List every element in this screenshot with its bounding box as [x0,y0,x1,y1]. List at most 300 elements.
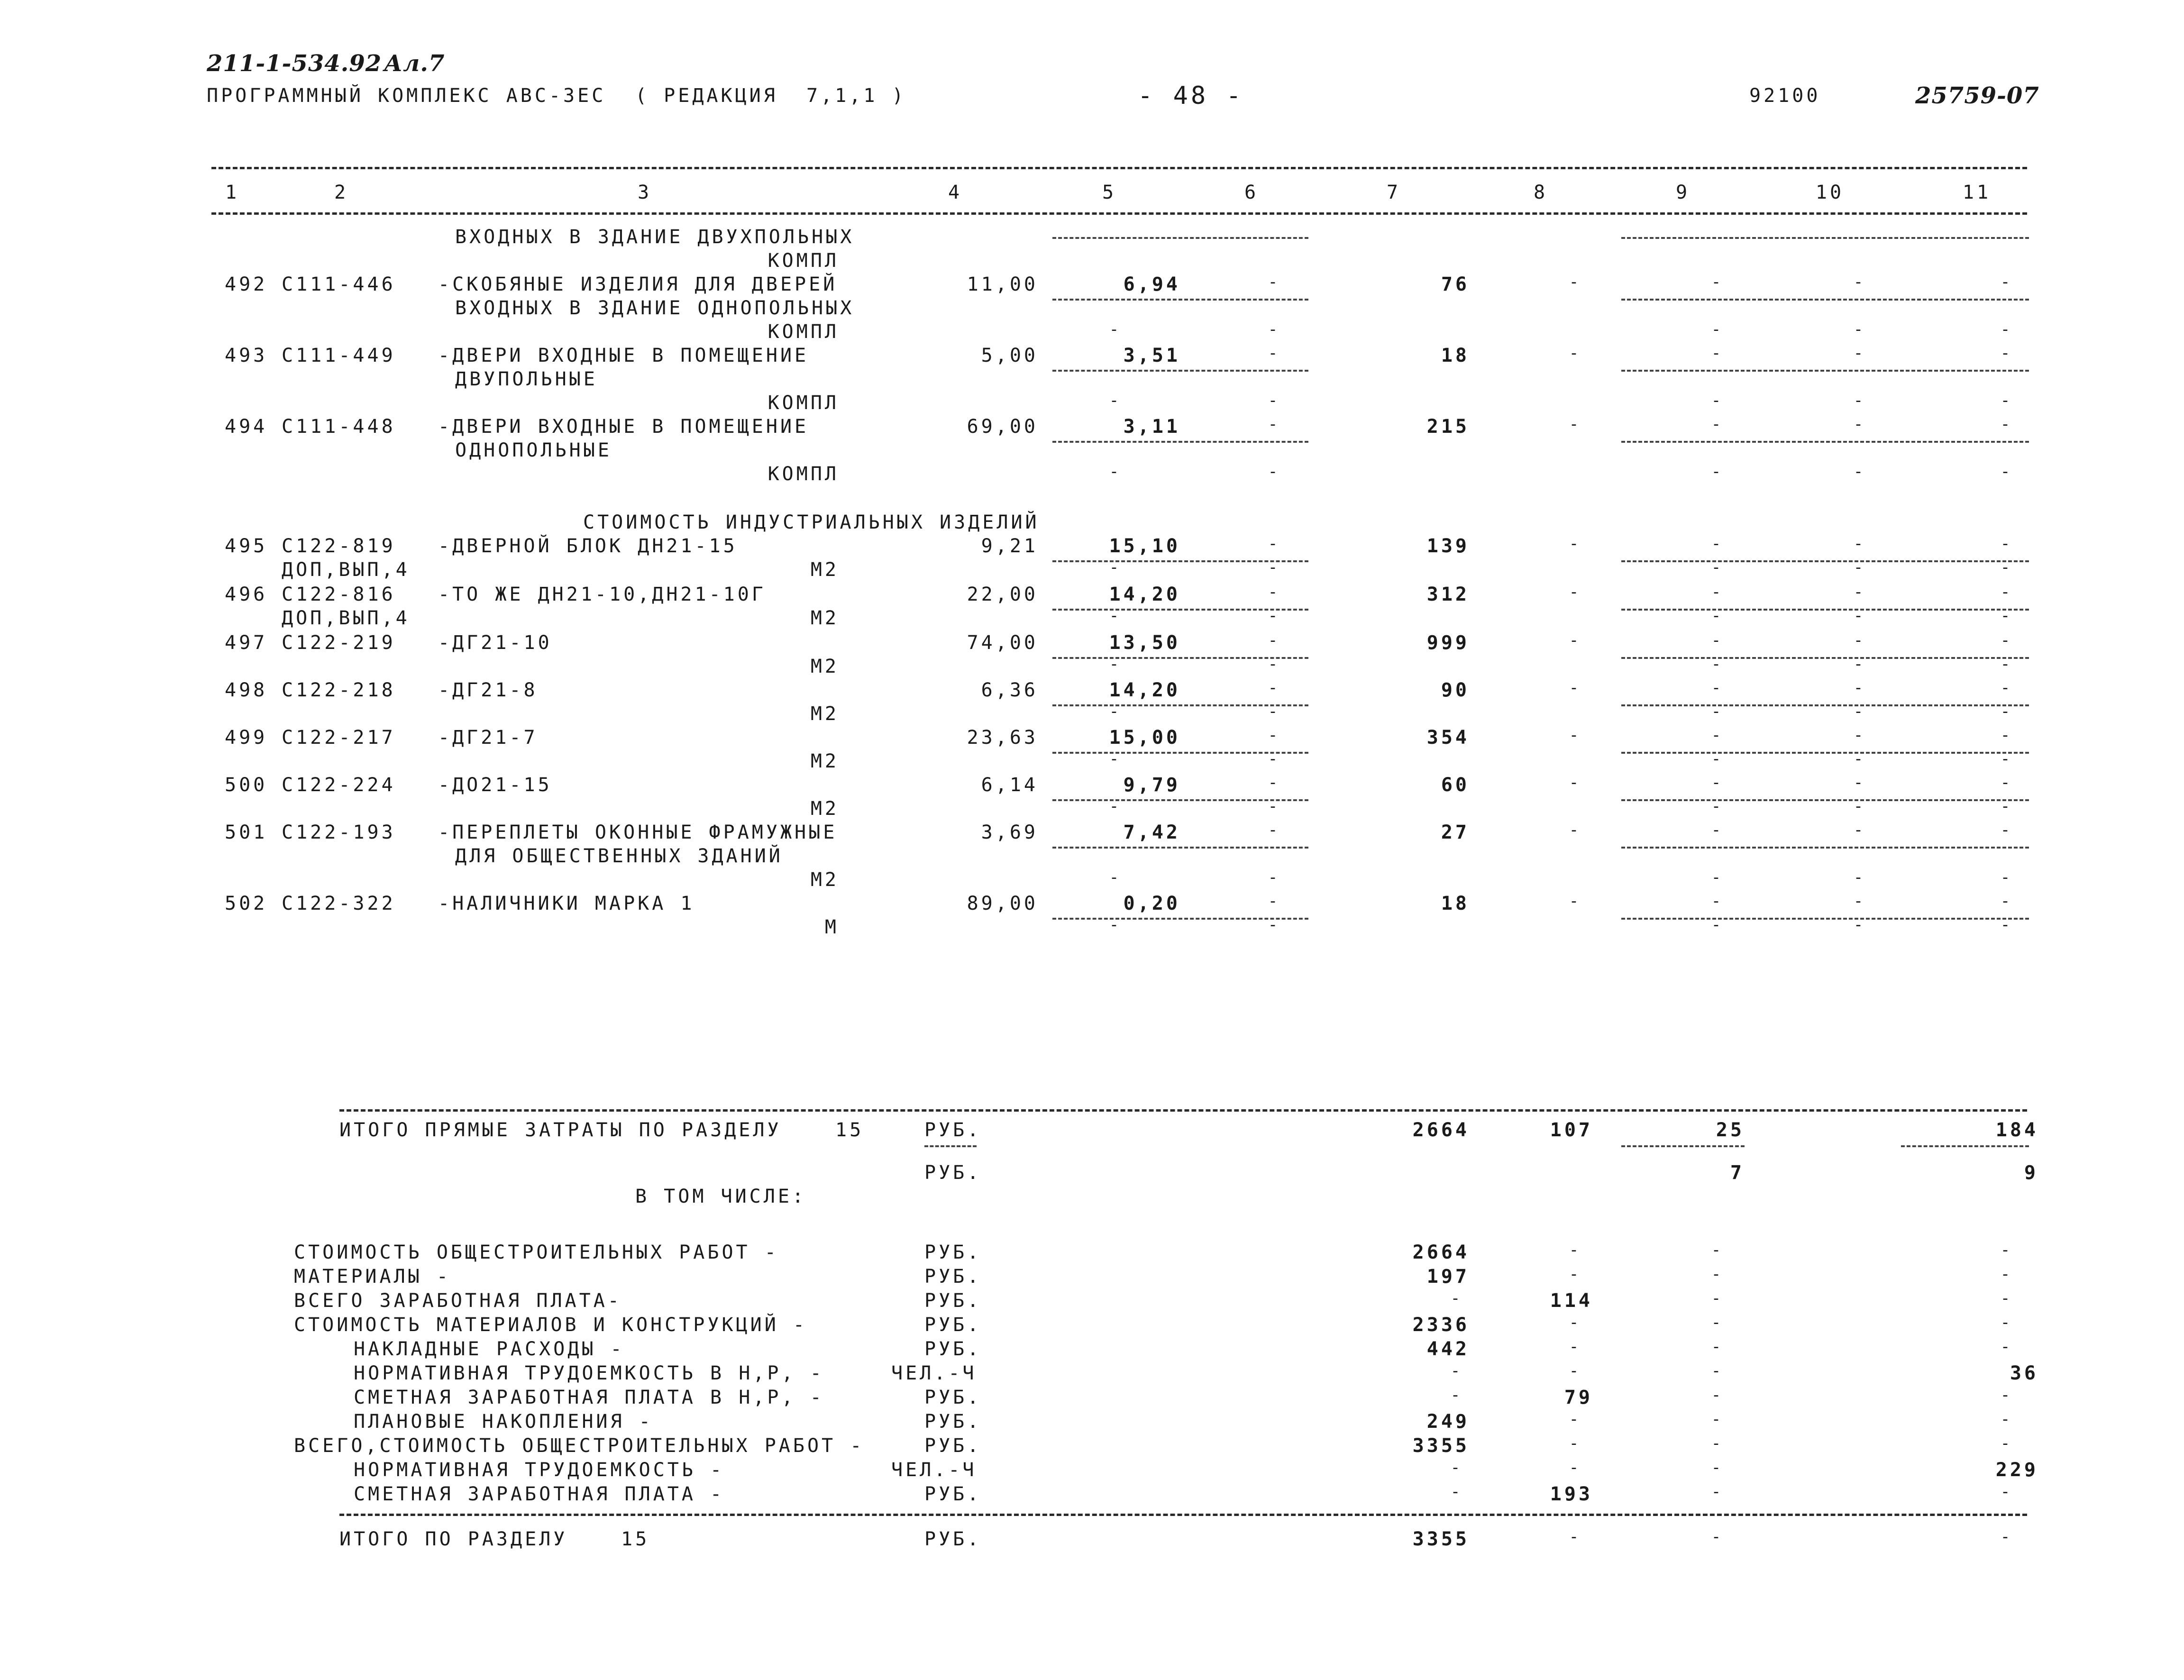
summary-dash: - [1569,1337,1579,1356]
summary-col7: 442 [1426,1338,1470,1360]
summary-dash: - [1711,1241,1721,1260]
cell-dash: - [1268,678,1278,697]
row-code: С111-449 [282,345,396,366]
column-header-5: 5 [1102,182,1117,203]
summary-label: НАКЛАДНЫЕ РАСХОДЫ - [354,1338,625,1360]
page-number: - 48 - [1138,82,1244,110]
summary-col7: 2664 [1412,1242,1470,1263]
row-unit-price: 14,20 [1109,584,1180,605]
summary-dash: - [2000,1434,2010,1453]
cell-rule [1052,370,1308,372]
summary-label: НОРМАТИВНАЯ ТРУДОЕМКОСТЬ - [354,1459,725,1481]
row-description: -ДГ21-7 [438,727,538,749]
cell-dash: - [1711,583,1721,602]
row-quantity: 6,36 [981,679,1038,701]
cell-dash: - [1569,415,1579,434]
row-number: 498 [225,679,268,701]
row-quantity: 23,63 [967,727,1038,749]
row-unit: М2 [810,750,839,772]
cell-dash: - [2000,583,2010,602]
row-total-cost: 27 [1441,822,1470,843]
total-direct-label: ИТОГО ПРЯМЫЕ ЗАТРАТЫ ПО РАЗДЕЛУ [339,1119,782,1141]
summary-label: ВСЕГО,СТОИМОСТЬ ОБЩЕСТРОИТЕЛЬНЫХ РАБОТ - [294,1435,865,1457]
item-unit: КОМПЛ [768,250,839,272]
cell-dash: - [2000,821,2010,840]
column-header-10: 10 [1815,182,1845,203]
summary-dash: - [2000,1289,2010,1308]
summary-dash: - [1569,1241,1579,1260]
cell-rule [924,1145,977,1147]
totals-rule [339,1514,2027,1516]
row-quantity: 11,00 [967,274,1038,295]
cell-dash: - [1268,773,1278,792]
cell-dash: - [2000,344,2010,363]
row-number: 495 [225,535,268,557]
row-number: 497 [225,632,268,654]
summary-unit: РУБ. [924,1314,982,1336]
cell-dash: - [1268,749,1278,768]
cell-dash: - [2000,797,2010,816]
row-description: -ДВЕРИ ВХОДНЫЕ В ПОМЕЩЕНИЕ [438,416,809,438]
cell-dash: - [1711,558,1721,577]
summary-col7: 249 [1426,1411,1470,1433]
row-number: 494 [225,416,268,438]
cell-dash: - [1853,583,1864,602]
summary-dash: - [1569,1313,1579,1332]
program-revision: ( РЕДАКЦИЯ 7,1,1 ) [635,85,906,107]
cell-dash: - [1569,892,1579,911]
summary-dash: - [1711,1386,1721,1405]
totals-rule [339,1109,2027,1112]
summary-unit: РУБ. [924,1242,982,1263]
summary-col8: 114 [1550,1290,1593,1312]
program-title: ПРОГРАММНЫЙ КОМПЛЕКС АВС-ЗЕС [207,85,606,107]
cell-dash: - [1853,797,1864,816]
summary-dash: - [2000,1241,2010,1260]
cell-dash: - [1109,797,1119,816]
row-total-cost: 76 [1441,274,1470,295]
summary-col11: 36 [2010,1362,2038,1384]
cell-dash: - [1853,462,1864,481]
including-heading: В ТОМ ЧИСЛЕ: [635,1186,806,1207]
row-quantity: 5,00 [981,345,1038,366]
row-quantity: 6,14 [981,774,1038,796]
total-direct-col7: 2664 [1412,1119,1470,1141]
total-section-label: ИТОГО ПО РАЗДЕЛУ [339,1528,568,1550]
row-unit-price: 3,11 [1123,416,1180,438]
summary-label: СМЕТНАЯ ЗАРАБОТНАЯ ПЛАТА - [354,1483,725,1505]
row-total-cost: 18 [1441,893,1470,914]
cell-dash: - [1268,320,1278,339]
cell-dash: - [1109,462,1119,481]
cell-dash: - [1853,702,1864,721]
row-number: 502 [225,893,268,914]
cell-dash: - [2000,892,2010,911]
cell-dash: - [1853,320,1864,339]
row-description: -ДО21-15 [438,774,552,796]
cell-rule [1052,299,1308,301]
row-total-cost: 312 [1426,584,1470,605]
summary-col7: 2336 [1412,1314,1470,1336]
cell-dash: - [1711,868,1721,887]
cell-dash: - [1853,606,1864,625]
summary-dash: - [1711,1434,1721,1453]
cell-dash: - [2000,606,2010,625]
row-number: 501 [225,822,268,843]
summary-dash: - [2000,1265,2010,1284]
row-total-cost: 215 [1426,416,1470,438]
cell-dash: - [1711,915,1721,934]
cell-dash: - [1109,915,1119,934]
cell-dash: - [2000,415,2010,434]
cell-dash: - [1268,915,1278,934]
cell-rule [1621,370,2029,372]
row-unit: М2 [810,703,839,725]
cell-dash: - [1853,558,1864,577]
row-total-cost: 60 [1441,774,1470,796]
row-number: 493 [225,345,268,366]
row-unit-price: 15,00 [1109,727,1180,749]
cell-dash: - [1711,391,1721,410]
row-description: -ПЕРЕПЛЕТЫ ОКОННЫЕ ФРАМУЖНЫЕ [438,822,838,843]
row-code: С122-218 [282,679,396,701]
summary-dash: - [1711,1361,1721,1380]
cell-dash: - [1268,534,1278,553]
summary-dash: - [1569,1458,1579,1477]
cell-dash: - [1711,320,1721,339]
row-total-cost: 354 [1426,727,1470,749]
cell-rule [1621,847,2029,849]
summary-dash: - [1569,1265,1579,1284]
cell-dash: - [1268,415,1278,434]
row-code-supplement: ДОП,ВЫП,4 [282,559,410,581]
row-unit: КОМПЛ [768,463,839,485]
column-header-1: 1 [225,182,240,203]
cell-dash: - [1109,655,1119,674]
row-unit: М2 [810,559,839,581]
column-header-4: 4 [948,182,963,203]
cell-dash: - [2000,534,2010,553]
cell-dash: - [2000,915,2010,934]
cell-dash: - [1268,583,1278,602]
cell-dash: - [1268,797,1278,816]
summary-dash: - [2000,1410,2010,1429]
cell-dash: - [1268,606,1278,625]
cell-rule [1621,609,2029,611]
row-code: С122-816 [282,584,396,605]
column-header-11: 11 [1962,182,1992,203]
cell-dash: - [1711,534,1721,553]
summary-dash: - [1711,1289,1721,1308]
summary-dash: - [1450,1482,1461,1501]
cell-dash: - [1268,655,1278,674]
cell-dash: - [1109,868,1119,887]
row-number: 499 [225,727,268,749]
row-unit-price: 13,50 [1109,632,1180,654]
row-quantity: 89,00 [967,893,1038,914]
column-header-7: 7 [1386,182,1401,203]
row-code: С122-819 [282,535,396,557]
summary-unit: РУБ. [924,1290,982,1312]
cell-dash: - [1853,892,1864,911]
row-number: 500 [225,774,268,796]
summary-dash: - [1711,1410,1721,1429]
cell-dash: - [2000,391,2010,410]
summary-unit: ЧЕЛ.-Ч [891,1459,977,1481]
row-description: ОДНОПОЛЬНЫЕ [455,439,612,461]
summary-unit: РУБ. [924,1483,982,1505]
row-description: -ДВЕРИ ВХОДНЫЕ В ПОМЕЩЕНИЕ [438,345,809,366]
row-number: 492 [225,274,268,295]
cell-dash: - [2000,273,2010,292]
cell-dash: - [2000,749,2010,768]
row-quantity: 22,00 [967,584,1038,605]
cell-rule [1621,1145,1745,1147]
cell-dash: - [1569,678,1579,697]
row-unit: М2 [810,869,839,891]
cell-dash: - [1853,273,1864,292]
summary-dash: - [2000,1337,2010,1356]
row-description: ДЛЯ ОБЩЕСТВЕННЫХ ЗДАНИЙ [455,845,783,867]
row-code: С122-219 [282,632,396,654]
summary-dash: - [1569,1527,1579,1546]
cell-dash: - [1268,821,1278,840]
summary-dash: - [1711,1527,1721,1546]
summary-dash: - [1711,1337,1721,1356]
cell-dash: - [2000,558,2010,577]
cell-dash: - [1853,391,1864,410]
cell-dash: - [1711,726,1721,745]
row-description: ВХОДНЫХ В ЗДАНИЕ ОДНОПОЛЬНЫХ [455,297,855,319]
cell-rule [1621,752,2029,754]
total-direct-col9-sub: 7 [1730,1162,1745,1184]
total-direct-unit: РУБ. [924,1119,982,1141]
row-total-cost: 999 [1426,632,1470,654]
column-header-3: 3 [637,182,652,203]
summary-dash: - [1711,1482,1721,1501]
total-section-unit: РУБ. [924,1528,982,1550]
summary-unit: ЧЕЛ.-Ч [891,1362,977,1384]
column-header-9: 9 [1675,182,1691,203]
cell-dash: - [1711,273,1721,292]
row-number: 496 [225,584,268,605]
column-header-6: 6 [1244,182,1259,203]
summary-col7: 3355 [1412,1435,1470,1457]
row-code: С111-448 [282,416,396,438]
row-quantity: 3,69 [981,822,1038,843]
cell-dash: - [2000,726,2010,745]
row-code: С122-193 [282,822,396,843]
cell-dash: - [2000,320,2010,339]
row-unit: КОМПЛ [768,392,839,414]
cell-dash: - [1853,915,1864,934]
row-unit-price: 0,20 [1123,893,1180,914]
cell-rule [1621,704,2029,706]
cell-dash: - [1853,655,1864,674]
cell-dash: - [1569,631,1579,650]
item-description-line: ВХОДНЫХ В ЗДАНИЕ ДВУХПОЛЬНЫХ [455,226,855,248]
summary-col8: 193 [1550,1483,1593,1505]
cell-dash: - [1711,606,1721,625]
summary-dash: - [1450,1289,1461,1308]
cell-dash: - [1711,344,1721,363]
summary-dash: - [1450,1386,1461,1405]
summary-dash: - [1569,1361,1579,1380]
row-code: С111-446 [282,274,396,295]
column-header-2: 2 [334,182,349,203]
summary-col11: 229 [1995,1459,2038,1481]
cell-dash: - [1268,892,1278,911]
row-unit-price: 3,51 [1123,345,1180,366]
summary-label: ВСЕГО ЗАРАБОТНАЯ ПЛАТА- [294,1290,622,1312]
row-unit-price: 9,79 [1123,774,1180,796]
total-direct-col11: 184 [1995,1119,2038,1141]
summary-unit: РУБ. [924,1411,982,1433]
summary-label: СМЕТНАЯ ЗАРАБОТНАЯ ПЛАТА В Н,Р, - [354,1387,824,1408]
cell-dash: - [2000,678,2010,697]
row-unit: М2 [810,656,839,677]
inventory-number-handwritten: 25759-07 [1915,82,2039,109]
header-rule-bottom [211,212,2027,215]
summary-dash: - [2000,1386,2010,1405]
row-quantity: 69,00 [967,416,1038,438]
cell-dash: - [1853,344,1864,363]
total-section-col7: 3355 [1412,1528,1470,1550]
summary-dash: - [1711,1313,1721,1332]
row-unit-price: 7,42 [1123,822,1180,843]
cell-dash: - [1711,631,1721,650]
total-direct-unit-2: РУБ. [924,1162,982,1184]
cell-dash: - [2000,868,2010,887]
row-unit: М2 [810,798,839,820]
row-total-cost: 139 [1426,535,1470,557]
row-unit-price: 15,10 [1109,535,1180,557]
cell-dash: - [1268,726,1278,745]
total-direct-col9: 25 [1716,1119,1745,1141]
row-description: -ДВЕРНОЙ БЛОК ДН21-15 [438,535,738,557]
sheet-number-handwritten: Ал.7 [384,50,445,77]
cell-dash: - [1268,273,1278,292]
row-quantity: 74,00 [967,632,1038,654]
cell-dash: - [2000,655,2010,674]
row-description: ДВУПОЛЬНЫЕ [455,368,598,390]
summary-label: ПЛАНОВЫЕ НАКОПЛЕНИЯ - [354,1411,653,1433]
cell-dash: - [1268,702,1278,721]
row-description: -ДГ21-8 [438,679,538,701]
row-unit: М2 [810,607,839,629]
cell-dash: - [1569,821,1579,840]
cell-dash: - [1569,773,1579,792]
row-total-cost: 90 [1441,679,1470,701]
row-code: С122-224 [282,774,396,796]
cell-dash: - [1268,391,1278,410]
cell-dash: - [1853,773,1864,792]
cell-rule [1052,237,1308,239]
cell-dash: - [1109,702,1119,721]
cell-dash: - [1569,344,1579,363]
cell-dash: - [1853,415,1864,434]
cell-dash: - [2000,702,2010,721]
cell-dash: - [1711,655,1721,674]
summary-label: НОРМАТИВНАЯ ТРУДОЕМКОСТЬ В Н,Р, - [354,1362,824,1384]
cell-dash: - [1711,749,1721,768]
cell-rule [1621,560,2029,562]
cell-dash: - [1711,892,1721,911]
row-unit-price: 14,20 [1109,679,1180,701]
header-rule-top [211,167,2027,169]
cell-rule [1621,237,2029,239]
row-code-supplement: ДОП,ВЫП,4 [282,607,410,629]
row-quantity: 9,21 [981,535,1038,557]
cell-dash: - [1109,391,1119,410]
cell-dash: - [1711,773,1721,792]
cell-dash: - [1268,631,1278,650]
row-unit-price: 6,94 [1123,274,1180,295]
cell-dash: - [1711,462,1721,481]
cell-dash: - [1109,606,1119,625]
cell-dash: - [1109,558,1119,577]
total-direct-col8: 107 [1550,1119,1593,1141]
summary-dash: - [1450,1458,1461,1477]
row-unit: КОМПЛ [768,321,839,343]
cell-dash: - [1569,726,1579,745]
total-section-number: 15 [621,1528,650,1550]
column-header-8: 8 [1533,182,1548,203]
row-description: -ТО ЖЕ ДН21-10,ДН21-10Г [438,584,766,605]
cell-rule [1621,918,2029,920]
cell-rule [1621,441,2029,443]
summary-unit: РУБ. [924,1387,982,1408]
summary-dash: - [1569,1434,1579,1453]
total-direct-section: 15 [835,1119,864,1141]
cell-dash: - [1853,749,1864,768]
summary-dash: - [1711,1265,1721,1284]
summary-dash: - [1711,1458,1721,1477]
row-description: -НАЛИЧНИКИ МАРКА 1 [438,893,695,914]
row-total-cost: 18 [1441,345,1470,366]
cell-dash: - [2000,631,2010,650]
total-direct-col11-sub: 9 [2024,1162,2038,1184]
summary-dash: - [2000,1482,2010,1501]
cell-dash: - [1569,273,1579,292]
cell-dash: - [1711,415,1721,434]
summary-label: СТОИМОСТЬ ОБЩЕСТРОИТЕЛЬНЫХ РАБОТ - [294,1242,779,1263]
cell-rule [1901,1145,2029,1147]
cell-dash: - [1711,797,1721,816]
cell-dash: - [1109,320,1119,339]
doc-code-handwritten: 211-1-534.92 [207,50,382,77]
row-description: -СКОБЯНЫЕ ИЗДЕЛИЯ ДЛЯ ДВЕРЕЙ [438,274,838,295]
cell-dash: - [1569,534,1579,553]
summary-unit: РУБ. [924,1338,982,1360]
cell-dash: - [1853,678,1864,697]
summary-col8: 79 [1564,1387,1593,1408]
cell-dash: - [1268,462,1278,481]
summary-unit: РУБ. [924,1435,982,1457]
cell-rule [1621,799,2029,801]
summary-dash: - [1569,1410,1579,1429]
cell-dash: - [1109,749,1119,768]
summary-dash: - [2000,1313,2010,1332]
summary-dash: - [1450,1361,1461,1380]
cell-dash: - [1853,534,1864,553]
cell-dash: - [1853,821,1864,840]
summary-unit: РУБ. [924,1266,982,1287]
cell-dash: - [1711,821,1721,840]
cell-dash: - [1268,558,1278,577]
cell-dash: - [1853,631,1864,650]
summary-label: МАТЕРИАЛЫ - [294,1266,451,1287]
